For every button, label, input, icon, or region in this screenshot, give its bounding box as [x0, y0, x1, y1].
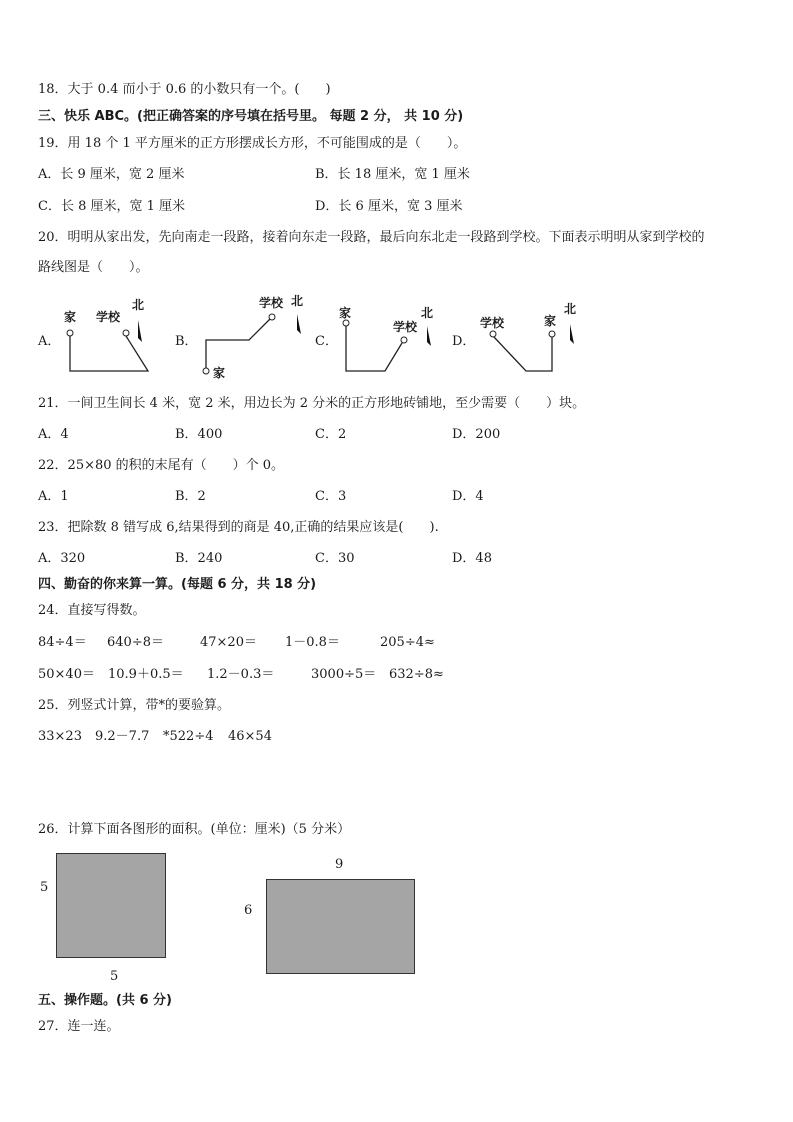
- question-23: 23．把除数 8 错写成 6,结果得到的商是 40,正确的结果应该是( ).: [38, 520, 439, 535]
- question-20-line1: 20．明明从家出发，先向南走一段路，接着向东走一段路，最后向东北走一段路到学校。下面表示明明从家到学校的: [38, 230, 705, 245]
- route-option-b: [175, 290, 315, 380]
- calc-item: 84÷4＝: [38, 635, 87, 650]
- square-bottom-label: 5: [110, 969, 119, 984]
- question-24: 24．直接写得数。: [38, 603, 146, 618]
- north-arrow-icon: [427, 326, 431, 346]
- q22-option-b: B．2: [175, 489, 206, 504]
- question-18: 18．大于 0.4 而小于 0.6 的小数只有一个。( ): [38, 82, 331, 97]
- vertical-calc-item: 46×54: [228, 729, 272, 744]
- vertical-calc-item: 33×23: [38, 729, 82, 744]
- q19-option-c: C．长 8 厘米，宽 1 厘米: [38, 199, 186, 214]
- question-25: 25．列竖式计算，带*的要验算。: [38, 698, 231, 713]
- question-20-line2: 路线图是（ ）。: [38, 260, 149, 275]
- option-letter: A．: [38, 334, 61, 349]
- question-26: 26．计算下面各图形的面积。(单位：厘米)（5 分米）: [38, 822, 351, 837]
- q22-option-d: D．4: [452, 489, 484, 504]
- q22-option-a: A．1: [38, 489, 69, 504]
- route-c-path: [315, 290, 445, 380]
- calc-item: 205÷4≈: [380, 635, 435, 650]
- route-d-path: [452, 290, 592, 380]
- q19-option-a: A．长 9 厘米，宽 2 厘米: [38, 167, 185, 182]
- q19-option-d: D．长 6 厘米，宽 3 厘米: [315, 199, 463, 214]
- calc-item: 10.9＋0.5＝: [108, 667, 184, 682]
- school-label: 学校: [96, 310, 121, 324]
- q23-option-b: B．240: [175, 551, 223, 566]
- q21-option-a: A．4: [38, 427, 69, 442]
- north-arrow-icon: [297, 314, 301, 334]
- q23-option-a: A．320: [38, 551, 86, 566]
- question-27: 27．连一连。: [38, 1019, 120, 1034]
- route-option-a: [38, 290, 158, 380]
- section-4-heading: 四、勤奋的你来算一算。(每题 6 分，共 18 分): [38, 577, 317, 592]
- calc-item: 47×20＝: [200, 635, 257, 650]
- rectangle-length-label: 9: [335, 857, 344, 872]
- north-arrow-icon: [570, 324, 574, 344]
- option-letter: B．: [175, 334, 198, 349]
- q23-option-c: C．30: [315, 551, 355, 566]
- q21-option-d: D．200: [452, 427, 501, 442]
- question-21: 21．一间卫生间长 4 米，宽 2 米，用边长为 2 分米的正方形地砖铺地，至少需要（ ）块。: [38, 396, 586, 411]
- question-19: 19．用 18 个 1 平方厘米的正方形摆成长方形，不可能围成的是（ ）。: [38, 136, 467, 151]
- rectangle-figure: [266, 879, 415, 974]
- route-a-path: [38, 290, 158, 380]
- option-letter: C．: [315, 334, 338, 349]
- home-label: 家: [339, 306, 352, 320]
- calc-item: 1－0.8＝: [285, 635, 340, 650]
- school-label: 学校: [393, 320, 418, 334]
- q22-option-c: C．3: [315, 489, 347, 504]
- home-label: 家: [213, 366, 226, 380]
- north-label: 北: [421, 306, 434, 320]
- route-option-d: [452, 290, 592, 380]
- north-label: 北: [291, 294, 304, 308]
- q23-option-d: D．48: [452, 551, 492, 566]
- calc-item: 632÷8≈: [389, 667, 444, 682]
- route-option-c: [315, 290, 445, 380]
- north-label: 北: [132, 298, 145, 312]
- home-label: 家: [64, 310, 77, 324]
- calc-item: 1.2－0.3＝: [207, 667, 275, 682]
- calc-item: 50×40＝: [38, 667, 95, 682]
- school-label: 学校: [480, 316, 505, 330]
- rectangle-width-label: 6: [244, 903, 253, 918]
- section-5-heading: 五、操作题。(共 6 分): [38, 993, 172, 1008]
- square-figure: [56, 853, 166, 958]
- home-label: 家: [544, 314, 557, 328]
- calc-item: 3000÷5＝: [311, 667, 377, 682]
- vertical-calc-item: *522÷4: [163, 729, 214, 744]
- vertical-calc-item: 9.2－7.7: [95, 729, 150, 744]
- q19-option-b: B．长 18 厘米，宽 1 厘米: [315, 167, 470, 182]
- route-b-path: [175, 290, 315, 380]
- question-22: 22．25×80 的积的末尾有（ ）个 0。: [38, 458, 285, 473]
- option-letter: D．: [452, 334, 476, 349]
- north-arrow-icon: [138, 320, 142, 342]
- q21-option-c: C．2: [315, 427, 347, 442]
- section-3-heading: 三、快乐 ABC。(把正确答案的序号填在括号里。 每题 2 分， 共 10 分): [38, 109, 464, 124]
- school-label: 学校: [259, 296, 284, 310]
- square-side-label: 5: [40, 880, 49, 895]
- q21-option-b: B．400: [175, 427, 223, 442]
- north-label: 北: [564, 302, 577, 316]
- calc-item: 640÷8＝: [107, 635, 164, 650]
